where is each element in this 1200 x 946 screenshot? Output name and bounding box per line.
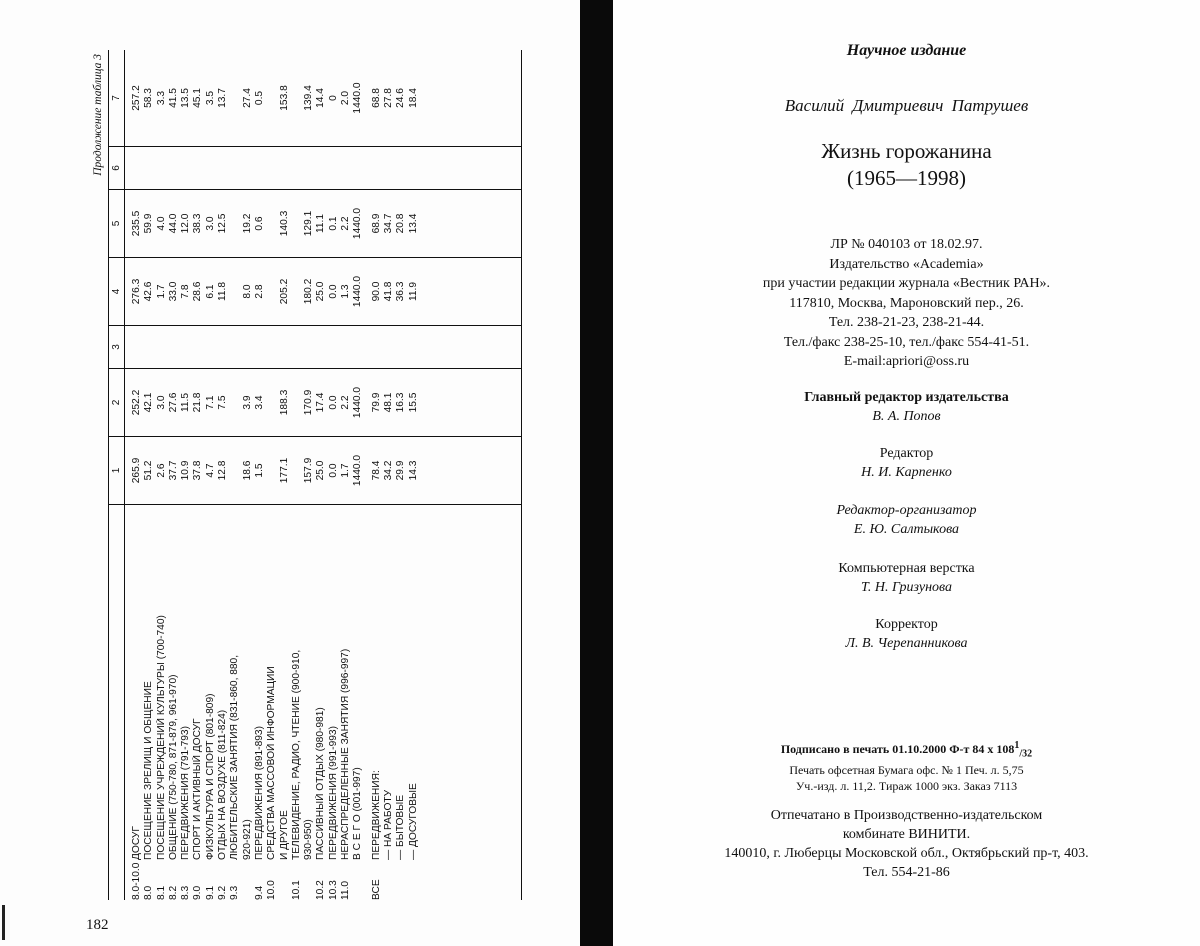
col-header-2: 2 <box>109 369 125 437</box>
row-code: 10.0 <box>266 880 278 900</box>
credit-role: Редактор <box>879 446 934 461</box>
row-code <box>279 860 291 900</box>
table-cell-c7: 0 <box>327 95 339 101</box>
table-cell-c1: 18.6 <box>241 460 253 481</box>
row-label: 920-921) <box>241 819 253 860</box>
row-label: СПОРТ И АКТИВНЫЙ ДОСУГ <box>192 718 204 860</box>
table-cell-c5: 13.4 <box>407 213 419 234</box>
row-code: 8.3 <box>180 885 192 900</box>
table-cell-c1: 34.2 <box>382 460 394 481</box>
credit-name: Е. Ю. Салтыкова <box>853 522 960 537</box>
table-cell-c4: 41.8 <box>382 281 394 302</box>
table-row-label <box>131 505 143 900</box>
row-label: 930-950) <box>303 819 315 860</box>
table-cell-c6 <box>217 147 229 189</box>
table-row-label <box>395 505 407 900</box>
table-row-label <box>143 505 155 900</box>
table-cell-c7: 13.5 <box>180 88 192 108</box>
table-cell-c4: 205.2 <box>278 278 290 305</box>
row-label: ОТДЫХ НА ВОЗДУХЕ (811-824) <box>217 709 229 860</box>
table-cell-c4: 7.8 <box>180 284 192 299</box>
row-code <box>303 860 315 900</box>
table-cell-c7 <box>229 50 241 146</box>
table-cell-c1 <box>266 437 278 504</box>
table-cell-c2: 3.9 <box>241 395 253 410</box>
table-cell-c5: 19.2 <box>241 213 253 234</box>
row-label: ФИЗКУЛЬТУРА И СПОРТ (801-809) <box>204 693 216 860</box>
table-cell-c2: 3.4 <box>253 395 265 410</box>
row-code: 11.0 <box>340 880 352 900</box>
row-code: 10.2 <box>315 880 327 900</box>
table-cell-c7: 58.3 <box>143 88 155 108</box>
label-column <box>125 505 521 900</box>
table-cell-c2: 21.8 <box>192 392 204 413</box>
table-row-label <box>180 505 192 900</box>
row-label: ЛЮБИТЕЛЬСКИЕ ЗАНЯТИЯ (831-860, 880, <box>229 654 241 860</box>
print-signed: Подписано в печать 01.10.2000 Ф-т 84 x $108^1_{/32}$ <box>780 740 1033 760</box>
table-cell-c5: 0.1 <box>327 216 339 231</box>
row-label: — БЫТОВЫЕ <box>395 794 407 860</box>
credit-role: Редактор-организатор <box>836 503 977 518</box>
row-code: 9.2 <box>217 885 229 900</box>
table-cell-c4: 11.9 <box>407 281 419 302</box>
table-cell-c7: 153.8 <box>278 85 290 111</box>
credit-editor <box>613 444 1200 482</box>
row-code <box>352 860 364 900</box>
table-cell-c1: 1.5 <box>253 463 265 478</box>
table-cell-c3 <box>395 326 407 368</box>
table-cell-c6 <box>340 147 352 189</box>
credit-name: В. А. Попов <box>872 409 941 424</box>
table-cell-c2: 170.9 <box>303 389 315 416</box>
table-cell-c4: 33.0 <box>167 281 179 302</box>
col-header-5: 5 <box>109 190 125 258</box>
table-row-label <box>383 505 395 900</box>
table-cell-c5: 12.0 <box>180 213 192 234</box>
printed-at: Отпечатано в Производственно-издательском <box>770 808 1043 823</box>
table-cell-c1: 0.0 <box>327 463 339 478</box>
row-code: 9.0 <box>192 885 204 900</box>
table-cell-c2: 15.5 <box>407 392 419 413</box>
col-header-3: 3 <box>109 326 125 369</box>
column-3 <box>125 326 521 369</box>
table-row-label <box>352 505 364 900</box>
printer-name: комбинате ВИНИТИ. <box>842 827 971 842</box>
table-cell-c3 <box>156 326 168 368</box>
credit-proofreader <box>613 615 1200 653</box>
table-cell-c2: 11.5 <box>180 392 192 413</box>
table-cell-c4: 28.6 <box>192 281 204 302</box>
table-cell-c6 <box>143 147 155 189</box>
table-cell-c2: 17.4 <box>315 392 327 413</box>
printer-address: 140010, г. Люберцы Московской обл., Октябрьский пр-т, 403. <box>724 846 1089 861</box>
table-cell-c3 <box>192 326 204 368</box>
table-row-label <box>340 505 352 900</box>
page-number: 182 <box>86 917 109 933</box>
table-cell-c6 <box>168 147 180 189</box>
row-code: 8.0-10.0 <box>131 862 142 900</box>
row-code: 8.2 <box>167 885 179 900</box>
column-5 <box>125 190 521 258</box>
table-cell-c3 <box>352 326 364 368</box>
table-cell-c5: 2.2 <box>340 216 352 231</box>
table-cell-c7: 257.2 <box>131 85 142 111</box>
table-cell-c4: 36.3 <box>395 281 407 302</box>
print-block <box>613 738 1200 794</box>
table-cell-c1 <box>291 437 303 504</box>
table-cell-c5: 4.0 <box>155 216 167 231</box>
table-row-label <box>229 505 241 900</box>
table-cell-c7: 139.4 <box>303 85 315 111</box>
table-cell-c2: 0.0 <box>327 395 339 410</box>
table-cell-c4: 25.0 <box>315 281 327 302</box>
table-cell-c2: 16.3 <box>395 392 407 413</box>
book-years: (1965—1998) <box>847 166 966 190</box>
table-cell-c6 <box>156 147 168 189</box>
col-header-7: 7 <box>109 50 125 147</box>
book-title: Жизнь горожанина <box>821 139 992 163</box>
table-row-label <box>254 505 266 900</box>
column-6 <box>125 147 521 190</box>
table-cell-c4: 0.0 <box>327 284 339 299</box>
left-page <box>0 0 580 946</box>
table-cell-c6 <box>180 147 192 189</box>
table-cell-c7: 27.4 <box>241 88 253 108</box>
table-cell-c7: 18.4 <box>407 88 419 108</box>
table-cell-c2: 27.6 <box>167 392 179 413</box>
table-cell-c4: 6.1 <box>204 284 216 299</box>
row-label: СРЕДСТВА МАССОВОЙ ИНФОРМАЦИИ <box>266 666 278 860</box>
row-label: ПОСЕЩЕНИЕ ЗРЕЛИЩ И ОБЩЕНИЕ <box>143 681 155 860</box>
publisher-name: Издательство «Academia» <box>829 256 984 272</box>
table-cell-c5: 68.9 <box>370 213 382 234</box>
table-cell-c4: 1.3 <box>340 284 352 299</box>
table-cell-c5: 11.1 <box>315 213 327 234</box>
row-label: ПЕРЕДВИЖЕНИЯ (791-793) <box>180 726 192 860</box>
table-cell-c5 <box>266 190 278 257</box>
table-cell-c6 <box>229 147 241 189</box>
row-code: 10.3 <box>327 880 339 900</box>
row-label: ДОСУГ <box>131 826 142 860</box>
table-cell-c3 <box>229 326 241 368</box>
print-run: Уч.-изд. л. 11,2. Тираж 1000 экз. Заказ 7113 <box>795 779 1018 794</box>
row-code: 10.1 <box>290 880 302 900</box>
table-cell-c6 <box>352 147 364 189</box>
row-code: 9.4 <box>253 885 265 900</box>
table-caption: Продолжение таблица 3 <box>92 54 104 176</box>
publisher-email: E-mail:apriori@oss.ru <box>843 354 970 369</box>
table-cell-c4: 90.0 <box>370 281 382 302</box>
table-cell-c1: 37.7 <box>167 460 179 481</box>
edition-type: Научное издание <box>846 42 967 59</box>
table-cell-c1: 177.1 <box>278 457 290 484</box>
row-code: 8.1 <box>155 885 167 900</box>
book-spine-gutter <box>580 0 613 946</box>
table-cell-c6 <box>131 147 143 189</box>
publisher-block <box>613 235 1200 372</box>
column-1 <box>125 437 521 505</box>
table-cell-c5: 3.0 <box>204 216 216 231</box>
table-cell-c1: 14.3 <box>407 460 419 481</box>
table-cell-c6 <box>279 147 291 189</box>
row-code: 8.0 <box>143 885 155 900</box>
table-cell-c5 <box>291 190 303 257</box>
table-cell-c1: 78.4 <box>370 460 382 481</box>
publisher-fax: Тел./факс 238-25-10, тел./факс 554-41-51. <box>783 334 1030 350</box>
table-cell-c6 <box>205 147 217 189</box>
credit-chief-editor <box>613 388 1200 426</box>
table-row-label <box>156 505 168 900</box>
printer-phone: Тел. 554-21-86 <box>863 865 950 880</box>
table-cell-c5: 59.9 <box>143 213 155 234</box>
table-cell-c1: 29.9 <box>395 460 407 481</box>
table-cell-c7: 2.0 <box>340 90 352 106</box>
row-code: 9.3 <box>229 885 241 900</box>
table-cell-c6 <box>408 147 420 189</box>
table-cell-c2: 42.1 <box>143 392 155 413</box>
credit-name: Т. Н. Гризунова <box>860 580 953 595</box>
table-cell-c2: 7.1 <box>204 395 216 410</box>
table-cell-c7: 1440.0 <box>352 82 364 114</box>
table-cell-c3 <box>328 326 340 368</box>
table-cell-c1 <box>229 437 241 504</box>
credit-role: Корректор <box>875 617 938 632</box>
table-row-label <box>371 505 383 900</box>
row-code: 9.1 <box>204 885 216 900</box>
table-cell-c7: 68.8 <box>370 88 382 108</box>
table-cell-c2 <box>266 369 278 436</box>
table-cell-c7: 3.3 <box>155 90 167 106</box>
author-name: Василий Дмитриевич Патрушев <box>784 96 1029 115</box>
table-cell-c6 <box>192 147 204 189</box>
table-cell-c3 <box>371 326 383 368</box>
table-cell-c3 <box>131 326 143 368</box>
publisher-address: 117810, Москва, Мароновский пер., 26. <box>789 295 1024 311</box>
table-row-label <box>291 505 303 900</box>
table-cell-c2: 7.5 <box>217 395 229 410</box>
row-code <box>383 860 395 900</box>
table-cell-c4 <box>266 258 278 325</box>
credit-layout <box>613 559 1200 597</box>
table-cell-c1: 157.9 <box>303 457 315 484</box>
row-label: — НА РАБОТУ <box>382 789 394 860</box>
table-row-label <box>408 505 420 900</box>
table-cell-c3 <box>168 326 180 368</box>
credit-role: Главный редактор издательства <box>804 390 1009 405</box>
table-cell-c6 <box>242 147 254 189</box>
table-cell-c5: 20.8 <box>395 213 407 234</box>
table-cell-c5 <box>229 190 241 257</box>
table-cell-c7: 41.5 <box>167 88 179 108</box>
table-cell-c3 <box>383 326 395 368</box>
table-cell-c3 <box>143 326 155 368</box>
table-cell-c4: 8.0 <box>241 284 253 299</box>
col-header-4: 4 <box>109 258 125 326</box>
table-cell-c2: 48.1 <box>382 392 394 413</box>
table-cell-c5: 44.0 <box>167 213 179 234</box>
rotated-data-table <box>90 50 520 900</box>
table-cell-c4: 1.7 <box>155 284 167 299</box>
table-cell-c4: 42.6 <box>143 281 155 302</box>
table-row-label <box>242 505 254 900</box>
table-cell-c4: 11.8 <box>217 281 229 302</box>
table-cell-c2: 1440.0 <box>352 386 364 419</box>
table-cell-c5: 38.3 <box>192 213 204 234</box>
table-cell-c3 <box>254 326 266 368</box>
table-cell-c1: 37.8 <box>192 460 204 481</box>
table-cell-c7: 45.1 <box>192 88 204 108</box>
table-cell-c5: 140.3 <box>278 210 290 237</box>
row-label: ПОСЕЩЕНИЕ УЧРЕЖДЕНИЙ КУЛЬТУРЫ (700-740) <box>155 615 167 860</box>
table-cell-c2: 3.0 <box>155 395 167 410</box>
row-label: ПЕРЕДВИЖЕНИЯ (891-893) <box>253 726 265 860</box>
table-cell-c3 <box>242 326 254 368</box>
table-cell-c3 <box>340 326 352 368</box>
table-cell-c1: 1440.0 <box>352 454 364 487</box>
table-cell-c1: 12.8 <box>217 460 229 481</box>
table-cell-c4 <box>229 258 241 325</box>
table-cell-c2: 2.2 <box>340 395 352 410</box>
table-row-label <box>303 505 315 900</box>
row-label: В С Е Г О (001-997) <box>352 767 364 860</box>
table-cell-c2 <box>291 369 303 436</box>
table-cell-c7: 27.8 <box>382 88 394 108</box>
table-cell-c2: 79.9 <box>370 392 382 413</box>
table-cell-c3 <box>217 326 229 368</box>
table-cell-c3 <box>315 326 327 368</box>
table-cell-c1: 10.9 <box>180 460 192 481</box>
row-label: ОБЩЕНИЕ (750-780, 871-879, 961-970) <box>167 674 179 860</box>
row-label: — ДОСУГОВЫЕ <box>407 783 419 860</box>
table-cell-c6 <box>315 147 327 189</box>
credit-organizer <box>613 501 1200 539</box>
table-cell-c4: 1440.0 <box>352 275 364 308</box>
table-cell-c2: 252.2 <box>131 389 142 416</box>
table-cell-c6 <box>266 147 278 189</box>
page-edge-mark <box>2 905 5 940</box>
table-cell-c5: 129.1 <box>303 210 315 237</box>
column-4 <box>125 258 521 326</box>
table-cell-c6 <box>303 147 315 189</box>
row-label: НЕРАСПРЕДЕЛЕННЫЕ ЗАНЯТИЯ (996-997) <box>340 648 352 860</box>
table-row-label <box>205 505 217 900</box>
row-code <box>242 860 254 900</box>
table-cell-c7: 3.5 <box>204 90 216 106</box>
table-cell-c3 <box>205 326 217 368</box>
table-cell-c3 <box>266 326 278 368</box>
row-code <box>408 860 420 900</box>
credit-name: Л. В. Черепанникова <box>845 636 968 651</box>
table-cell-c1: 2.6 <box>155 463 167 478</box>
column-7 <box>125 50 521 147</box>
col-header-6: 6 <box>109 147 125 190</box>
right-page <box>613 0 1200 946</box>
table-cell-c7: 14.4 <box>315 88 327 108</box>
table-cell-c5: 34.7 <box>382 213 394 234</box>
printer-block <box>613 806 1200 882</box>
table-row-label <box>279 505 291 900</box>
table-cell-c6 <box>291 147 303 189</box>
table-cell-c4: 180.2 <box>303 278 315 305</box>
credit-role: Компьютерная верстка <box>838 561 975 576</box>
table-cell-c7: 0.5 <box>253 90 265 106</box>
column-2 <box>125 369 521 437</box>
table-cell-c6 <box>371 147 383 189</box>
table-cell-c7 <box>291 50 303 146</box>
table-cell-c3 <box>279 326 291 368</box>
table-cell-c5: 235.5 <box>131 210 142 237</box>
table-cell-c7 <box>266 50 278 146</box>
table-cell-c2 <box>229 369 241 436</box>
table-cell-c5: 0.6 <box>253 216 265 231</box>
table-cell-c4: 276.3 <box>131 278 142 305</box>
table-cell-c5: 12.5 <box>217 213 229 234</box>
header-label-cell <box>109 505 125 900</box>
table-row-label <box>328 505 340 900</box>
table-cell-c3 <box>180 326 192 368</box>
table-cell-c3 <box>408 326 420 368</box>
table-grid <box>108 50 522 900</box>
credit-name: Н. И. Карпенко <box>861 465 952 480</box>
table-cell-c7: 13.7 <box>217 88 229 108</box>
table-cell-c3 <box>291 326 303 368</box>
table-cell-c4: 2.8 <box>253 284 265 299</box>
table-cell-c2: 188.3 <box>278 389 290 416</box>
table-cell-c7: 24.6 <box>395 88 407 108</box>
table-row-label <box>217 505 229 900</box>
table-cell-c1: 51.2 <box>143 460 155 481</box>
table-cell-c6 <box>383 147 395 189</box>
table-cell-c3 <box>303 326 315 368</box>
table-cell-c1: 265.9 <box>131 457 142 484</box>
table-cell-c6 <box>254 147 266 189</box>
row-code: ВСЕ <box>370 879 382 900</box>
print-info: Печать офсетная Бумага офс. № 1 Печ. л. 5,75 <box>789 763 1024 778</box>
table-row-label <box>192 505 204 900</box>
row-label: ТЕЛЕВИДЕНИЕ, РАДИО, ЧТЕНИЕ (900-910, <box>290 649 302 860</box>
table-cell-c1: 1.7 <box>340 463 352 478</box>
row-label: ПАССИВНЫЙ ОТДЫХ (980-981) <box>315 707 327 860</box>
table-row-label <box>168 505 180 900</box>
table-cell-c6 <box>328 147 340 189</box>
table-cell-c4 <box>291 258 303 325</box>
table-cell-c1: 4.7 <box>204 463 216 478</box>
row-code <box>395 860 407 900</box>
journal-note: при участии редакции журнала «Вестник РАН». <box>762 276 1051 291</box>
col-header-1: 1 <box>109 437 125 505</box>
table-cell-c6 <box>395 147 407 189</box>
table-row-label <box>315 505 327 900</box>
table-cell-c5: 1440.0 <box>352 207 364 240</box>
row-label: ПЕРЕДВИЖЕНИЯ (991-993) <box>327 726 339 860</box>
license-number: ЛР № 040103 от 18.02.97. <box>830 237 983 252</box>
row-label: И ДРУГОЕ <box>278 810 290 860</box>
table-cell-c1: 25.0 <box>315 460 327 481</box>
publisher-phones: Тел. 238-21-23, 238-21-44. <box>828 315 985 330</box>
table-row-label <box>266 505 278 900</box>
row-label: ПЕРЕДВИЖЕНИЯ: <box>370 770 382 860</box>
